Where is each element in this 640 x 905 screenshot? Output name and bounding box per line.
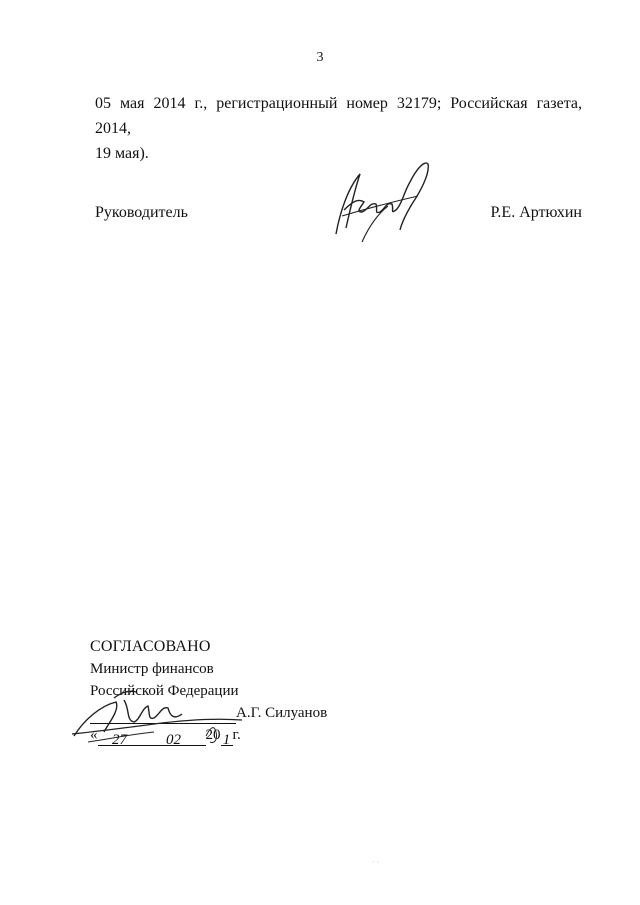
date-day: 27 xyxy=(98,729,142,746)
signatory-name: Р.Е. Артюхин xyxy=(490,204,582,221)
approval-position-line-1: Министр финансов xyxy=(90,661,214,677)
signatory-title: Руководитель xyxy=(95,204,188,221)
minister-signature-image xyxy=(64,684,250,746)
date-year-suffix: 1 xyxy=(221,729,233,746)
page-number: 3 xyxy=(316,50,324,65)
paragraph-line-1: 05 мая 2014 г., регистрационный номер 32179; Российская газета, 2014, xyxy=(95,95,582,137)
approval-position-line-2: Российской Федерации xyxy=(90,683,239,699)
date-open-quote: « xyxy=(90,727,98,743)
footer-mark: · · xyxy=(372,858,380,867)
paragraph-line-2: 19 мая). xyxy=(95,145,149,162)
head-signature-image xyxy=(322,152,432,248)
approval-heading: СОГЛАСОВАНО xyxy=(90,638,211,655)
date-suffix: г. xyxy=(232,727,241,743)
approval-signer-name: А.Г. Силуанов xyxy=(236,705,328,721)
date-month: 02 xyxy=(142,729,206,746)
date-year-prefix: 20 xyxy=(205,727,221,743)
